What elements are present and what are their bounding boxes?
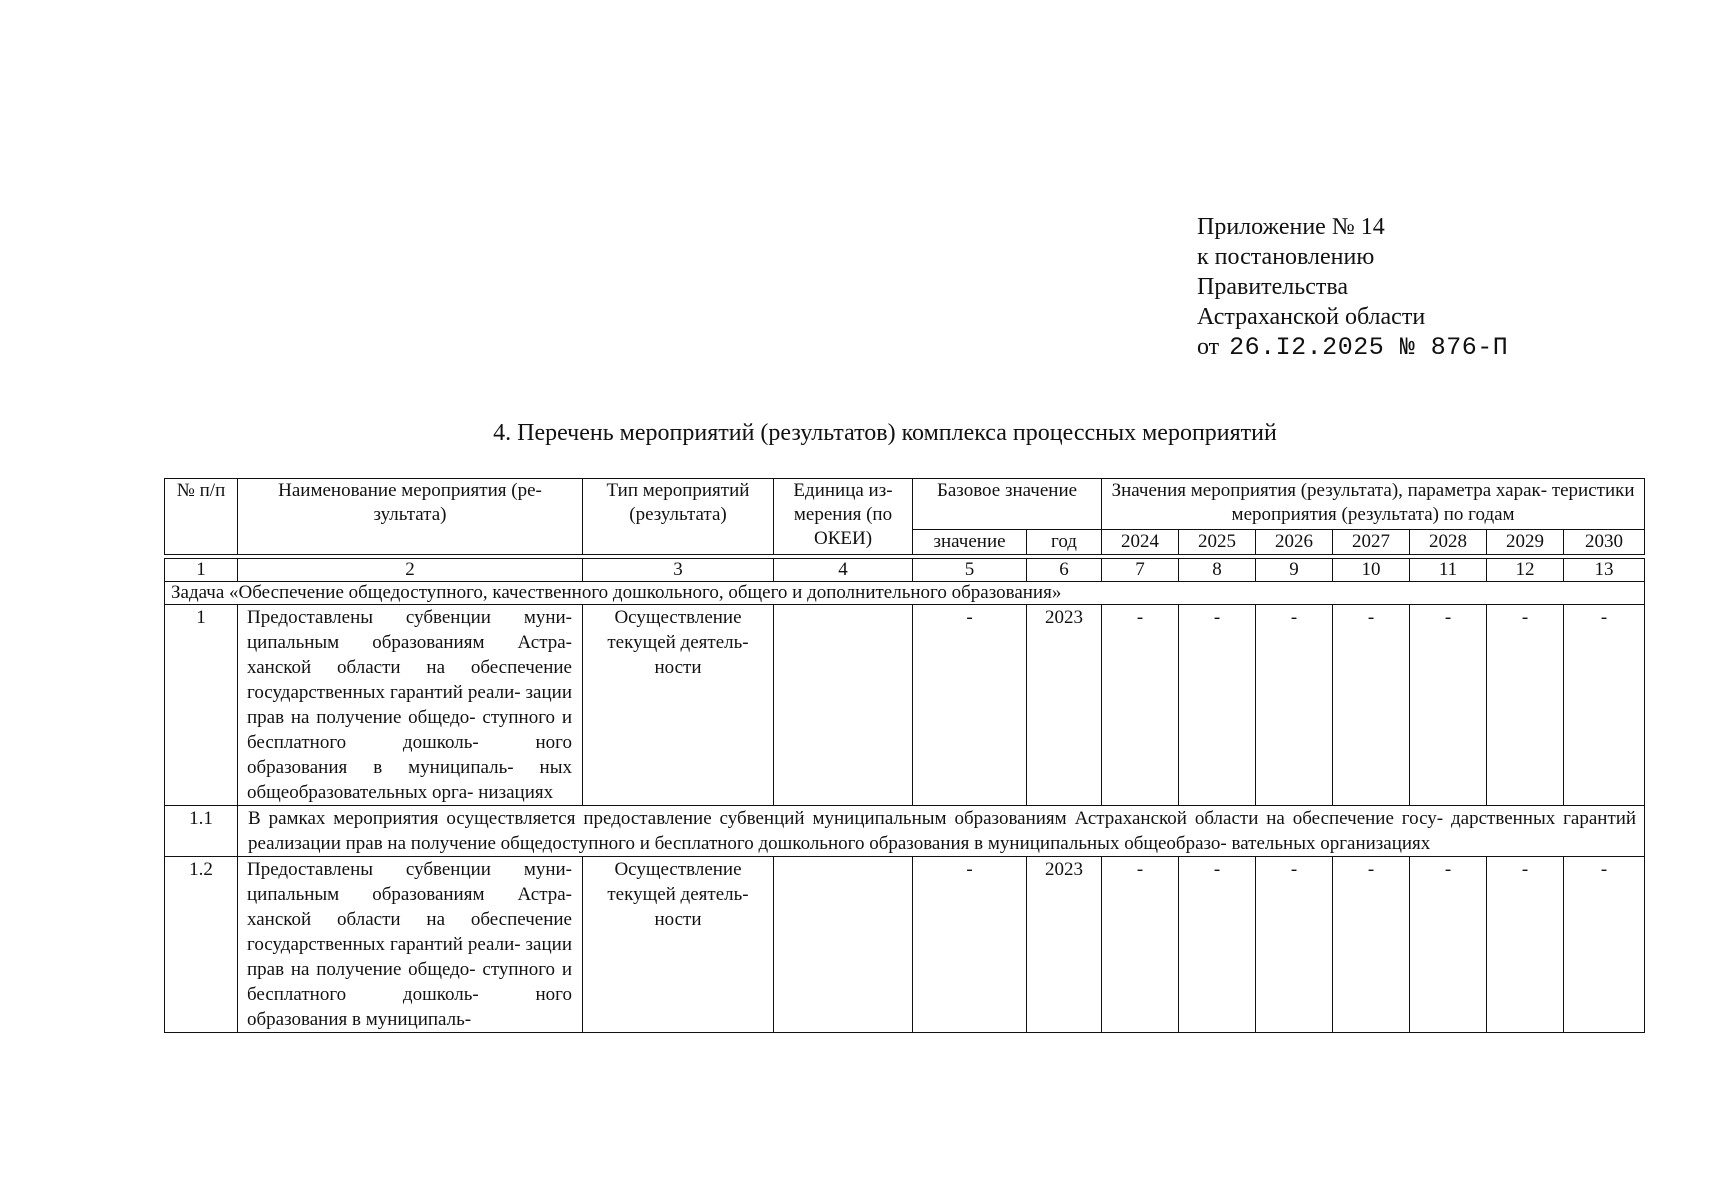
column-number: 13 xyxy=(1564,559,1645,582)
row-year-value: - xyxy=(1564,605,1645,806)
row-unit xyxy=(774,857,913,1033)
appendix-block xyxy=(1197,212,1508,363)
column-number: 9 xyxy=(1256,559,1333,582)
header-row xyxy=(165,479,1645,530)
header-base-value: значение xyxy=(913,530,1027,555)
row-name: Предоставлены субвенции муни- ципальным образованиям Астра- ханской области на обеспечение государственных гарантий реали- зации прав на получение общедо- ступного и бесплатного дошколь- ного образования в муниципаль- xyxy=(238,857,583,1033)
row-year-value: - xyxy=(1256,605,1333,806)
row-year-value: - xyxy=(1256,857,1333,1033)
column-number: 10 xyxy=(1333,559,1410,582)
column-number: 11 xyxy=(1410,559,1487,582)
row-year-value: - xyxy=(1410,857,1487,1033)
column-number: 1 xyxy=(165,559,238,582)
row-num: 1.1 xyxy=(165,806,238,857)
header-year: 2029 xyxy=(1487,530,1564,555)
table-row xyxy=(165,605,1645,806)
table-wrapper xyxy=(164,478,1645,1033)
row-type: Осуществление текущей деятель- ности xyxy=(583,857,774,1033)
row-type: Осуществление текущей деятель- ности xyxy=(583,605,774,806)
row-year-value: - xyxy=(1179,857,1256,1033)
header-unit: Единица из- мерения (по ОКЕИ) xyxy=(774,479,913,555)
column-number: 6 xyxy=(1027,559,1102,582)
row-base-year: 2023 xyxy=(1027,857,1102,1033)
column-number: 7 xyxy=(1102,559,1179,582)
header-num: № п/п xyxy=(165,479,238,555)
appendix-date-value: 26.I2.2025 № 876-П xyxy=(1229,333,1509,362)
column-number: 12 xyxy=(1487,559,1564,582)
task-cell: Задача «Обеспечение общедоступного, качественного дошкольного, общего и дополнительного образования» xyxy=(165,582,1645,605)
row-num: 1 xyxy=(165,605,238,806)
header-year: 2028 xyxy=(1410,530,1487,555)
section-heading: 4. Перечень мероприятий (результатов) комплекса процессных мероприятий xyxy=(493,420,1277,446)
row-unit xyxy=(774,605,913,806)
row-year-value: - xyxy=(1410,605,1487,806)
task-row xyxy=(165,582,1645,605)
appendix-line: Правительства xyxy=(1197,274,1349,300)
description-row xyxy=(165,806,1645,857)
row-name: Предоставлены субвенции муни- ципальным образованиям Астра- ханской области на обеспечение государственных гарантий реали- зации прав на получение общедо- ступного и бесплатного дошколь- ного образования в муниципаль- ных общеобразовательных орга- низациях xyxy=(238,605,583,806)
appendix-date-prefix: от xyxy=(1197,334,1220,360)
header-year: 2030 xyxy=(1564,530,1645,555)
row-year-value: - xyxy=(1102,605,1179,806)
measures-table xyxy=(164,478,1645,1033)
column-number: 4 xyxy=(774,559,913,582)
row-year-value: - xyxy=(1333,605,1410,806)
header-base: Базовое значение xyxy=(913,479,1102,530)
appendix-line: Астраханской области xyxy=(1197,304,1426,330)
row-base-year: 2023 xyxy=(1027,605,1102,806)
header-year: 2026 xyxy=(1256,530,1333,555)
header-year: 2024 xyxy=(1102,530,1179,555)
table-row xyxy=(165,857,1645,1033)
header-name: Наименование мероприятия (ре- зультата) xyxy=(238,479,583,555)
row-year-value: - xyxy=(1487,857,1564,1033)
appendix-date-number xyxy=(1197,332,1508,363)
column-number: 8 xyxy=(1179,559,1256,582)
row-year-value: - xyxy=(1564,857,1645,1033)
appendix-line: к постановлению xyxy=(1197,244,1375,270)
column-number-row xyxy=(165,559,1645,582)
row-num: 1.2 xyxy=(165,857,238,1033)
row-year-value: - xyxy=(1179,605,1256,806)
column-number: 3 xyxy=(583,559,774,582)
row-description: В рамках мероприятия осуществляется предоставление субвенций муниципальным образованиям Астраханской области на обеспечение госу- дарственных гарантий реализации прав на получение общедоступного и бесплатного дошкольного образования в муниципальных общеобразо- вательных организациях xyxy=(238,806,1645,857)
header-type: Тип мероприятий (результата) xyxy=(583,479,774,555)
appendix-line: Приложение № 14 xyxy=(1197,214,1385,240)
row-year-value: - xyxy=(1333,857,1410,1033)
header-base-year: год xyxy=(1027,530,1102,555)
row-year-value: - xyxy=(1102,857,1179,1033)
column-number: 2 xyxy=(238,559,583,582)
row-base-value: - xyxy=(913,605,1027,806)
row-base-value: - xyxy=(913,857,1027,1033)
row-year-value: - xyxy=(1487,605,1564,806)
column-number: 5 xyxy=(913,559,1027,582)
header-year: 2025 xyxy=(1179,530,1256,555)
header-values: Значения мероприятия (результата), параметра харак- теристики мероприятия (результата) по годам xyxy=(1102,479,1645,530)
header-year: 2027 xyxy=(1333,530,1410,555)
